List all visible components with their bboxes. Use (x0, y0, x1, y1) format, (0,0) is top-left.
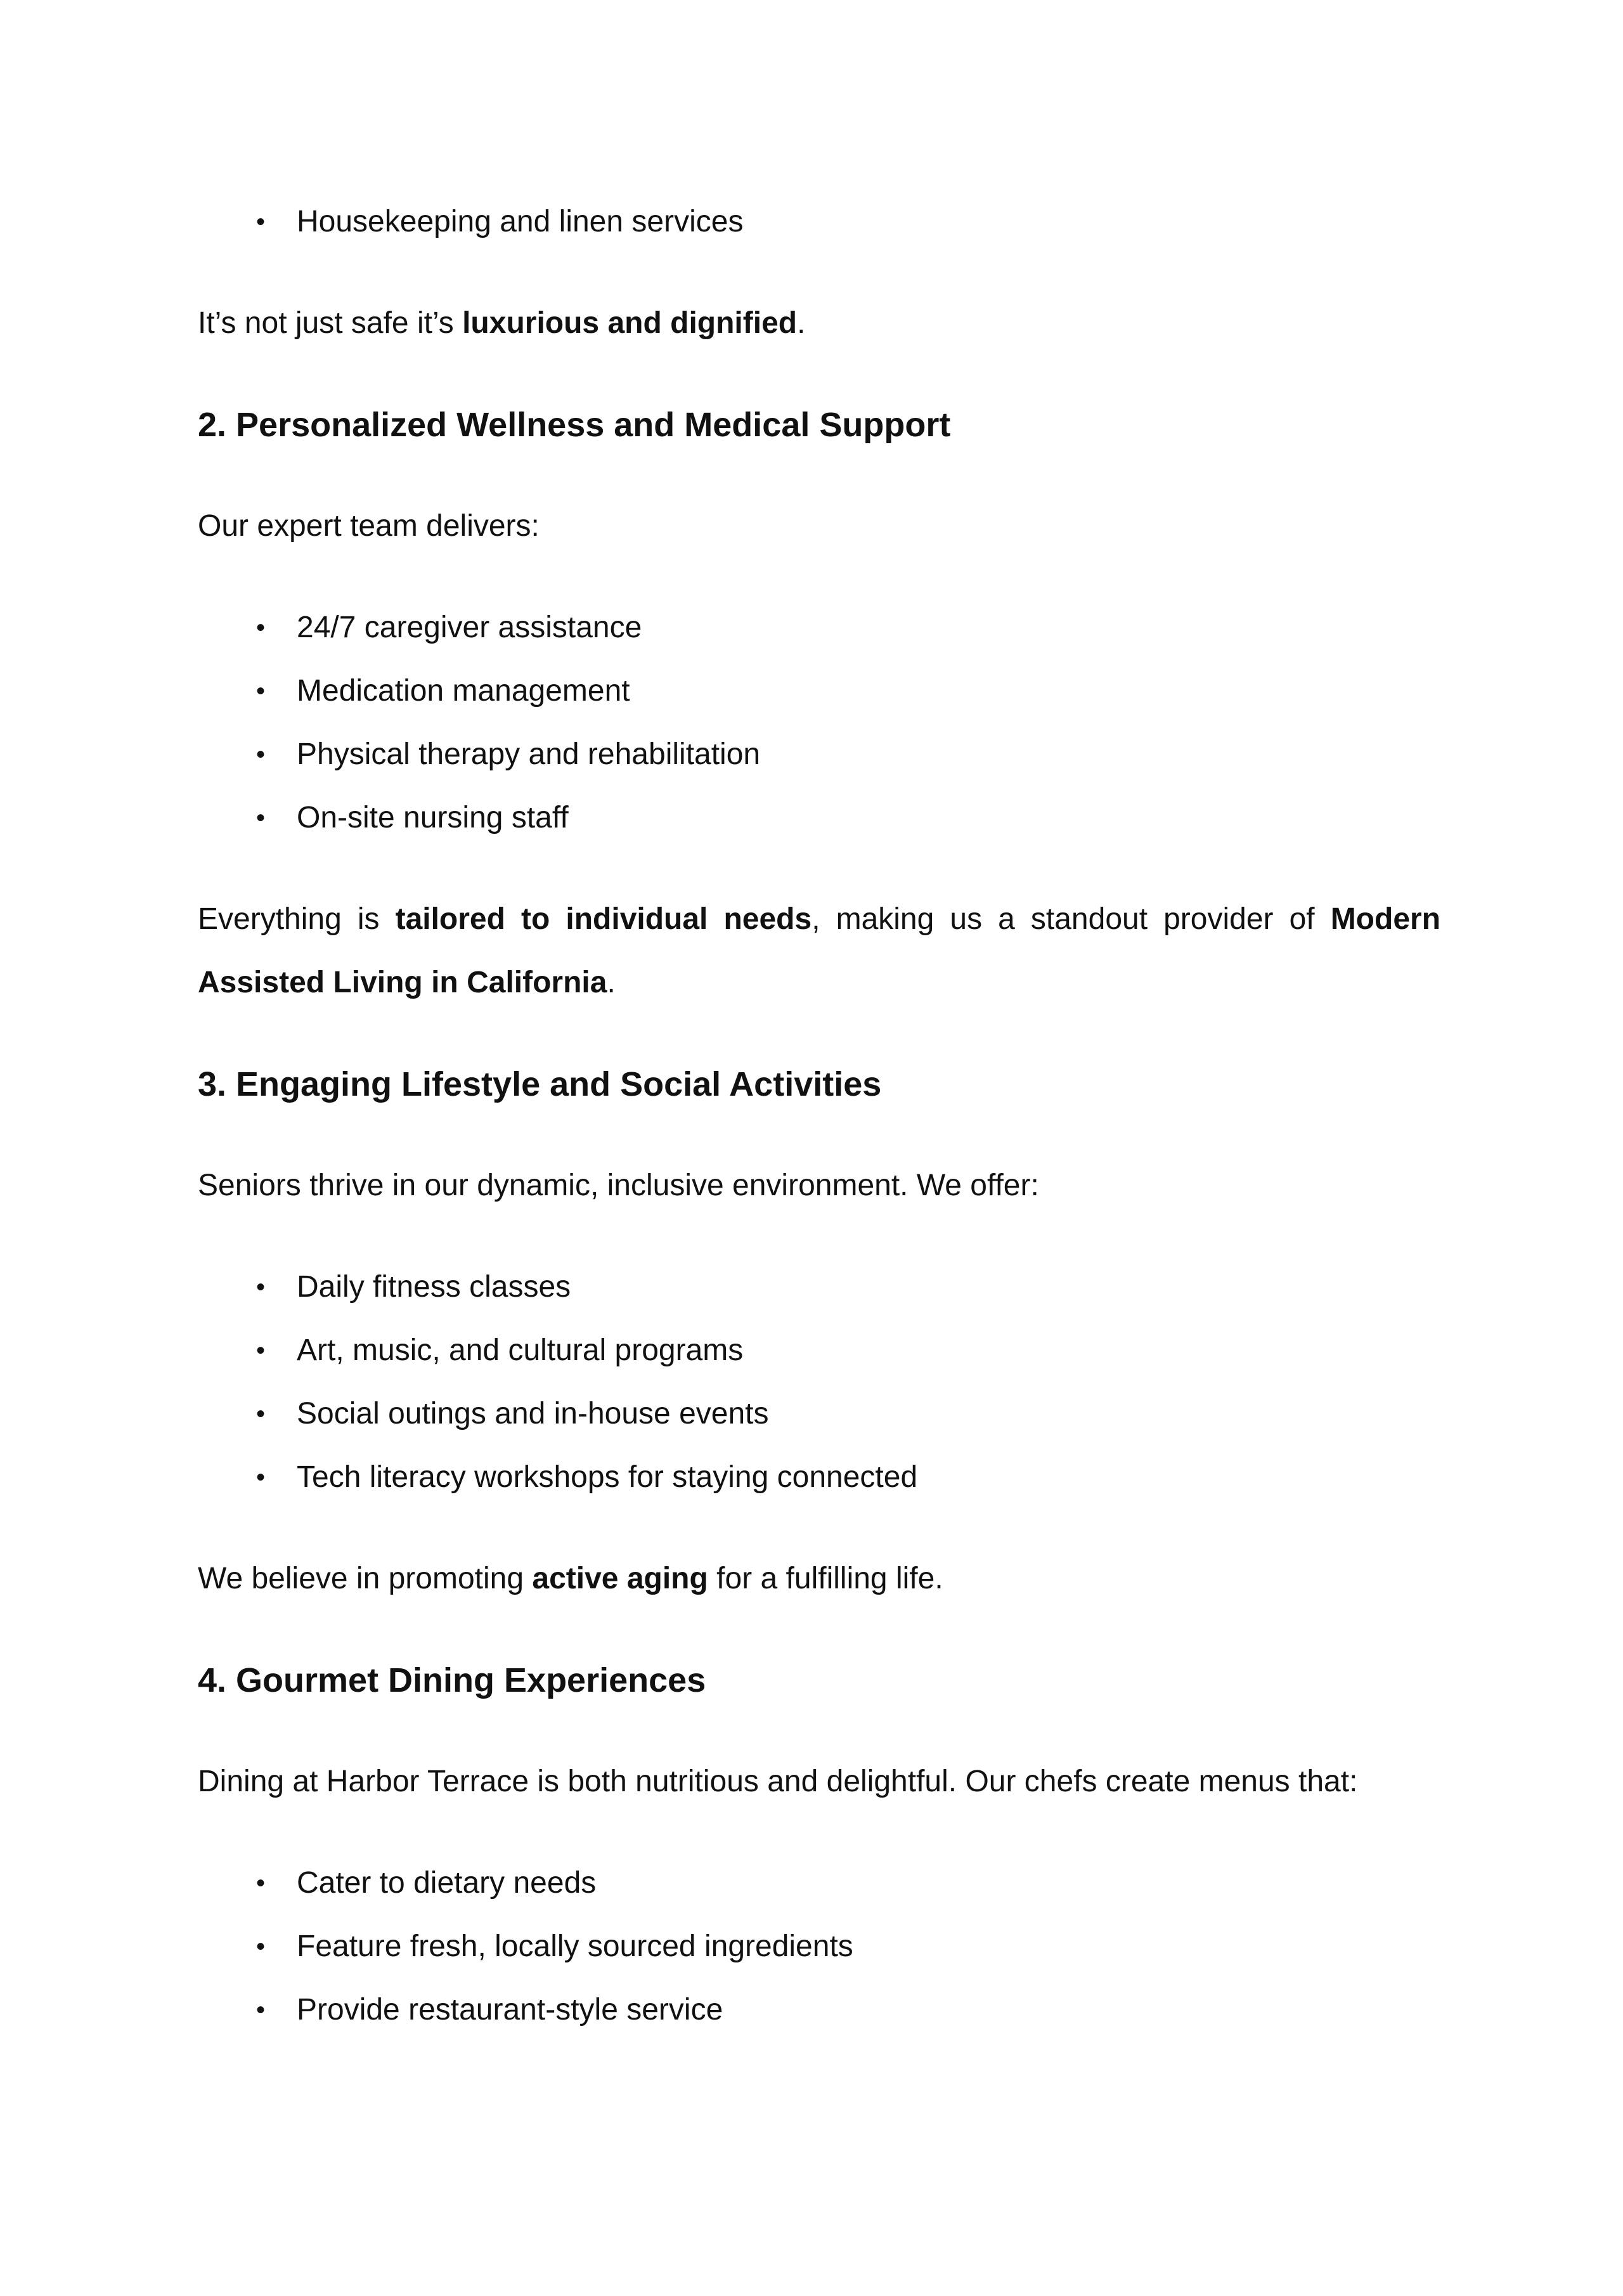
list-item: • Cater to dietary needs (198, 1852, 1440, 1915)
list-item: • Feature fresh, locally sourced ingredients (198, 1915, 1440, 1978)
bullet-icon: • (255, 614, 265, 642)
section-2-closing: Everything is tailored to individual needs, making us a standout provider of Modern Assisted Living in California. (198, 902, 1441, 999)
section-3-bullet-list (198, 1255, 1440, 1509)
bullet-icon: • (255, 741, 265, 769)
section-2-heading: 2. Personalized Wellness and Medical Support (198, 406, 951, 444)
section-4-heading: 4. Gourmet Dining Experiences (198, 1661, 706, 1699)
list-item: • Daily fitness classes (198, 1255, 1440, 1319)
section-4-bullet-list (198, 1852, 1440, 2042)
bullet-icon: • (255, 1463, 265, 1491)
list-item: • Art, music, and cultural programs (198, 1319, 1440, 1382)
bullet-icon: • (255, 1869, 265, 1897)
section-2-lead: Our expert team delivers: (198, 509, 540, 543)
list-item: • Housekeeping and linen services (198, 190, 1440, 254)
list-item: • Social outings and in-house events (198, 1382, 1440, 1446)
bullet-icon: • (255, 208, 265, 236)
bullet-icon: • (255, 1933, 265, 1961)
section-3-heading: 3. Engaging Lifestyle and Social Activities (198, 1065, 882, 1103)
document-body (198, 190, 1440, 2042)
intro-paragraph: It’s not just safe it’s luxurious and dignified. (198, 306, 806, 340)
list-item: • On-site nursing staff (198, 786, 1440, 850)
bullet-icon: • (255, 677, 265, 705)
bullet-icon: • (255, 804, 265, 832)
intro-bullet-list (198, 190, 1440, 254)
section-4-lead: Dining at Harbor Terrace is both nutritious and delightful. Our chefs create menus that: (198, 1765, 1358, 1798)
list-item: • Physical therapy and rehabilitation (198, 723, 1440, 786)
bullet-icon: • (255, 1996, 265, 2024)
list-item: • Provide restaurant-style service (198, 1978, 1440, 2042)
bullet-icon: • (255, 1400, 265, 1428)
list-item: • 24/7 caregiver assistance (198, 596, 1440, 659)
bullet-icon: • (255, 1337, 265, 1365)
bullet-icon: • (255, 1273, 265, 1301)
list-item: • Tech literacy workshops for staying connected (198, 1446, 1440, 1509)
list-item: • Medication management (198, 659, 1440, 723)
section-3-lead: Seniors thrive in our dynamic, inclusive environment. We offer: (198, 1169, 1039, 1202)
section-2-bullet-list (198, 596, 1440, 850)
section-3-closing: We believe in promoting active aging for a fulfilling life. (198, 1562, 943, 1595)
